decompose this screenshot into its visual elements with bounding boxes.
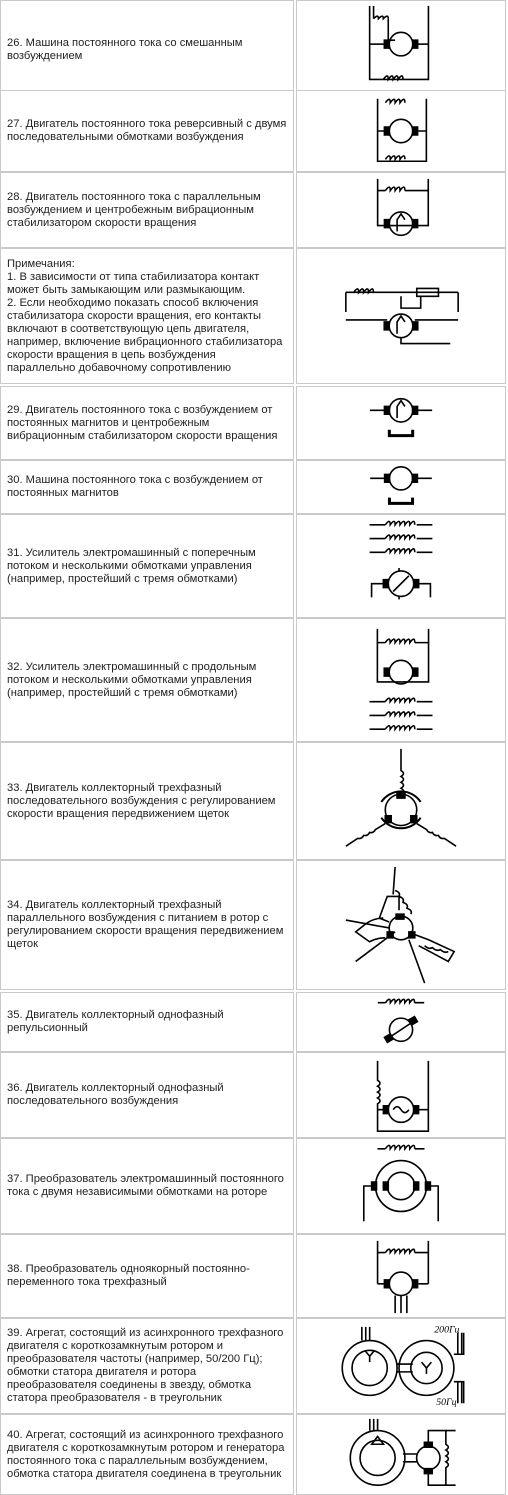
stabilizer-connection-symbol (297, 249, 505, 383)
description-text: 37. Преобразователь электромашинный постоянного тока с двумя независимыми обмотками на роторе (7, 1173, 284, 1198)
symbol-cell (296, 172, 506, 248)
dc-converter-two-windings-symbol (297, 1139, 505, 1233)
description-cell (0, 992, 294, 1052)
symbol-cell (296, 0, 506, 100)
description-text: 31. Усилитель электромашинный с поперечным потоком и несколькими обмотками управления (например, простейший с тремя обмотками) (7, 546, 256, 585)
description-text: 39. Агрегат, состоящий из асинхронного трехфазного двигателя с короткозамкнутым ротором и преобразователя частоты (например, 50/200 Гц); обмотки статора двигателя и ротора преобразователя соединены в звезду, обмотка статора преобразователя - в треугольник (7, 1327, 284, 1404)
description-cell (0, 860, 294, 990)
description-text: 40. Агрегат, состоящий из асинхронного трехфазного двигателя с короткозамкнутым ротором и генератора постоянного тока с параллельным возбуждением, обмотка статора двигателя соединена в треугольник (7, 1428, 285, 1480)
table-row (0, 1138, 506, 1234)
description-cell (0, 514, 294, 618)
description-cell (0, 460, 294, 514)
three-phase-shunt-commutator-symbol (297, 861, 505, 989)
motor-generator-set-symbol (297, 1415, 505, 1494)
description-text: 35. Двигатель коллекторный однофазный репульсионный (7, 1009, 224, 1034)
description-text: 38. Преобразователь одноякорный постоянно-переменного тока трехфазный (7, 1263, 250, 1288)
rotary-converter-symbol (297, 1235, 505, 1317)
single-phase-series-motor-symbol (297, 1053, 505, 1137)
direct-field-amplifier-symbol (297, 619, 505, 741)
description-cell (0, 248, 294, 384)
pm-dc-machine-symbol (297, 461, 505, 513)
table-row (0, 460, 506, 514)
symbol-cell (296, 1234, 506, 1318)
description-cell (0, 1234, 294, 1318)
description-cell (0, 1052, 294, 1138)
symbol-cell (296, 1138, 506, 1234)
table-row (0, 1052, 506, 1138)
pm-dc-motor-stabilizer-symbol (297, 387, 505, 459)
reversible-dc-motor-symbol (297, 91, 505, 171)
cross-field-amplifier-symbol (297, 515, 505, 617)
symbol-cell (296, 460, 506, 514)
description-cell (0, 1138, 294, 1234)
frequency-label-50: 50Гц (436, 1397, 457, 1409)
symbol-cell (296, 1052, 506, 1138)
three-phase-series-commutator-symbol (297, 743, 505, 859)
description-text: 36. Двигатель коллекторный однофазный последовательного возбуждения (7, 1082, 224, 1107)
table-row (0, 742, 506, 860)
description-text: 32. Усилитель электромашинный с продольным потоком и несколькими обмотками управления (например, простейший с тремя обмотками) (7, 660, 257, 699)
shunt-dc-motor-stabilizer-symbol (297, 173, 505, 247)
table-row (0, 172, 506, 248)
table-row (0, 90, 506, 172)
symbol-cell (296, 860, 506, 990)
repulsion-motor-symbol (297, 993, 505, 1051)
description-text: 33. Двигатель коллекторный трехфазный последовательного возбуждения с регулированием скорости вращения передвижением щеток (7, 781, 276, 820)
table-row (0, 0, 506, 100)
frequency-converter-set-symbol (297, 1319, 505, 1413)
symbol-cell (296, 1318, 506, 1414)
table-row (0, 618, 506, 742)
table-row (0, 1414, 506, 1495)
symbol-cell (296, 386, 506, 460)
description-text: 27. Двигатель постоянного тока реверсивный с двумя последовательными обмотками возбуждения (7, 118, 287, 143)
symbol-cell (296, 742, 506, 860)
description-cell (0, 618, 294, 742)
description-text: 30. Машина постоянного тока с возбуждением от постоянных магнитов (7, 474, 263, 499)
description-text: 26. Машина постоянного тока со смешанным возбуждением (7, 37, 243, 62)
compound-dc-machine-symbol (297, 1, 505, 99)
description-cell (0, 1318, 294, 1414)
description-cell (0, 0, 294, 100)
description-cell (0, 742, 294, 860)
table-row (0, 514, 506, 618)
symbol-cell (296, 90, 506, 172)
table-row (0, 248, 506, 384)
table-row (0, 386, 506, 460)
frequency-label-200: 200Гц (434, 1324, 460, 1336)
description-text: 34. Двигатель коллекторный трехфазный параллельного возбуждения с питанием в ротор с регулированием скорости вращения передвижением щеток (7, 899, 284, 950)
symbol-cell (296, 1414, 506, 1495)
description-cell (0, 172, 294, 248)
description-cell (0, 90, 294, 172)
description-cell (0, 386, 294, 460)
description-text: 29. Двигатель постоянного тока с возбуждением от постоянных магнитов и центробежным вибрационным стабилизатором скорости вращения (7, 403, 278, 442)
symbol-cell (296, 514, 506, 618)
table-row (0, 1318, 506, 1414)
symbol-cell (296, 248, 506, 384)
description-cell (0, 1414, 294, 1495)
symbol-cell (296, 992, 506, 1052)
symbol-cell (296, 618, 506, 742)
table-row (0, 860, 506, 990)
table-row (0, 992, 506, 1052)
description-text: Примечания: 1. В зависимости от типа стабилизатора контакт может быть замыкающим или размыкающим. 2. Если необходимо показать способ включения стабилизатора скорости вращения, его контакты включают в соответствующую цепь двигателя, например, включение вибрационного стабилизатора скорости вращения в цепь возбуждения параллельно добавочному сопротивлению (7, 257, 283, 374)
table-row (0, 1234, 506, 1318)
description-text: 28. Двигатель постоянного тока с параллельным возбуждением и центробежным вибрационным стабилизатором скорости вращения (7, 190, 261, 229)
